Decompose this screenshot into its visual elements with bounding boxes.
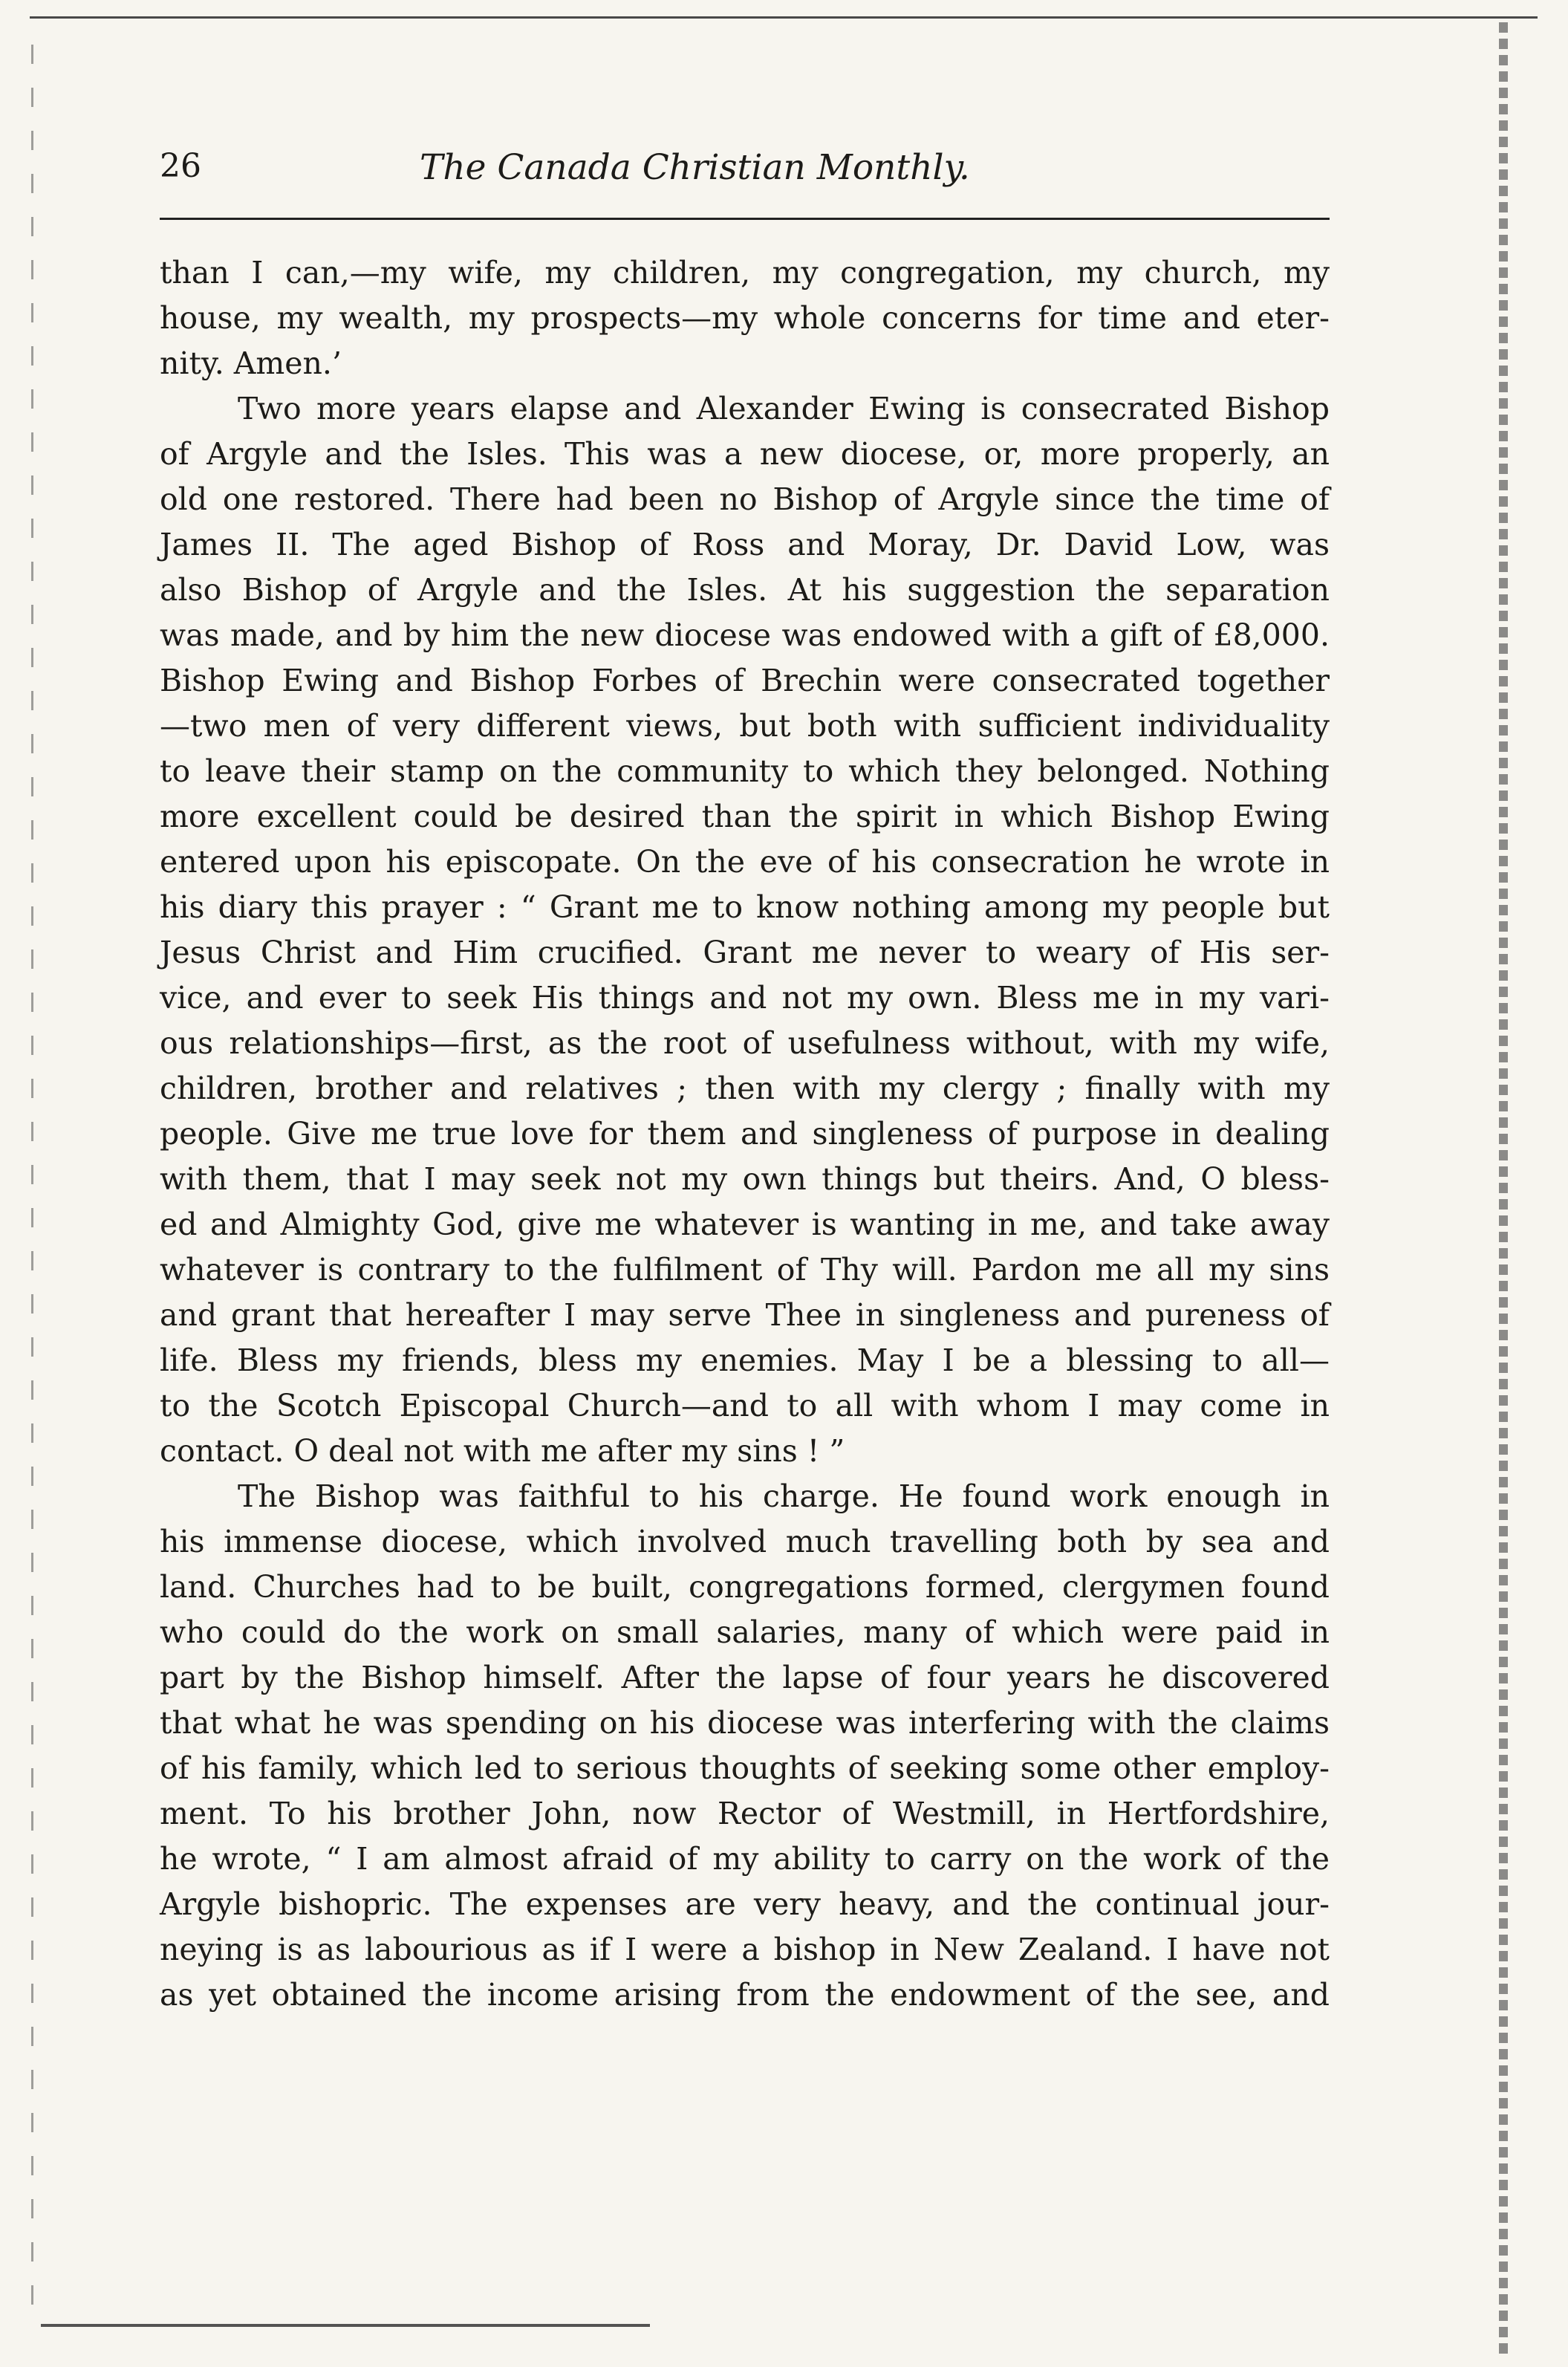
text-line: children, brother and relatives ; then with my clergy ; finally with my xyxy=(160,1071,1330,1106)
text-line: house, my wealth, my prospects—my whole concerns for time and eter- xyxy=(160,300,1330,336)
scan-edge-bottom xyxy=(41,2324,650,2327)
page-header xyxy=(160,141,1330,201)
text-line: Jesus Christ and Him crucified. Grant me never to weary of His ser- xyxy=(160,935,1330,970)
text-line: neying is as labourious as if I were a bishop in New Zealand. I have not xyxy=(160,1932,1330,1967)
page-number: 26 xyxy=(160,147,201,185)
text-line: part by the Bishop himself. After the lapse of four years he discovered xyxy=(160,1660,1330,1695)
text-line: and grant that hereafter I may serve Thee in singleness and pureness of xyxy=(160,1297,1330,1333)
text-line: people. Give me true love for them and singleness of purpose in dealing xyxy=(160,1116,1330,1152)
text-line: of Argyle and the Isles. This was a new diocese, or, more properly, an xyxy=(160,436,1330,472)
scan-edge-left xyxy=(31,45,33,2318)
text-line: Bishop Ewing and Bishop Forbes of Brechin were consecrated together xyxy=(160,663,1330,698)
text-line: of his family, which led to serious thoughts of seeking some other employ- xyxy=(160,1750,1330,1786)
text-line: entered upon his episcopate. On the eve of his consecration he wrote in xyxy=(160,844,1330,880)
text-line: whatever is contrary to the fulfilment of Thy will. Pardon me all my sins xyxy=(160,1252,1330,1288)
body-text xyxy=(160,250,1330,2018)
text-line: who could do the work on small salaries, many of which were paid in xyxy=(160,1614,1330,1650)
text-line: more excellent could be desired than the spirit in which Bishop Ewing xyxy=(160,799,1330,834)
text-line: nity. Amen.’ xyxy=(160,345,342,381)
text-line: vice, and ever to seek His things and not my own. Bless me in my vari- xyxy=(160,980,1330,1016)
text-line: to leave their stamp on the community to which they belonged. Nothing xyxy=(160,753,1330,789)
text-line: Argyle bishopric. The expenses are very heavy, and the continual jour- xyxy=(160,1886,1330,1922)
text-line: to the Scotch Episcopal Church—and to all with whom I may come in xyxy=(160,1388,1330,1423)
scan-edge-right xyxy=(1499,22,1508,2355)
text-line: ment. To his brother John, now Rector of Westmill, in Hertfordshire, xyxy=(160,1796,1330,1831)
text-line: —two men of very different views, but both with sufficient individuality xyxy=(160,708,1330,744)
text-line: old one restored. There had been no Bishop of Argyle since the time of xyxy=(160,481,1330,517)
text-line: with them, that I may seek not my own things but theirs. And, O bless- xyxy=(160,1161,1330,1197)
text-line: he wrote, “ I am almost afraid of my ability to carry on the work of the xyxy=(160,1841,1330,1877)
header-rule xyxy=(160,218,1330,220)
text-line: his diary this prayer : “ Grant me to know nothing among my people but xyxy=(160,889,1330,925)
text-line: James II. The aged Bishop of Ross and Moray, Dr. David Low, was xyxy=(160,527,1330,562)
scan-edge-top xyxy=(30,16,1538,24)
text-line: ous relationships—first, as the root of usefulness without, with my wife, xyxy=(160,1025,1330,1061)
text-line: his immense diocese, which involved much travelling both by sea and xyxy=(160,1524,1330,1559)
text-line: life. Bless my friends, bless my enemies. May I be a blessing to all— xyxy=(160,1342,1330,1378)
text-line: as yet obtained the income arising from the endowment of the see, and xyxy=(160,1977,1330,2013)
running-title: The Canada Christian Monthly. xyxy=(420,147,970,188)
text-line: that what he was spending on his diocese was interfering with the claims xyxy=(160,1705,1330,1741)
paragraph-first-line: The Bishop was faithful to his charge. He found work enough in xyxy=(238,1478,1330,1514)
text-line: land. Churches had to be built, congregations formed, clergymen found xyxy=(160,1569,1330,1605)
text-line: was made, and by him the new diocese was endowed with a gift of £8,000. xyxy=(160,617,1330,653)
text-line: also Bishop of Argyle and the Isles. At his suggestion the separation xyxy=(160,572,1330,608)
paragraph-first-line: Two more years elapse and Alexander Ewing is consecrated Bishop xyxy=(238,391,1330,426)
text-line: ed and Almighty God, give me whatever is wanting in me, and take away xyxy=(160,1207,1330,1242)
text-line: contact. O deal not with me after my sins ! ” xyxy=(160,1433,845,1469)
text-line: than I can,—my wife, my children, my congregation, my church, my xyxy=(160,255,1330,290)
